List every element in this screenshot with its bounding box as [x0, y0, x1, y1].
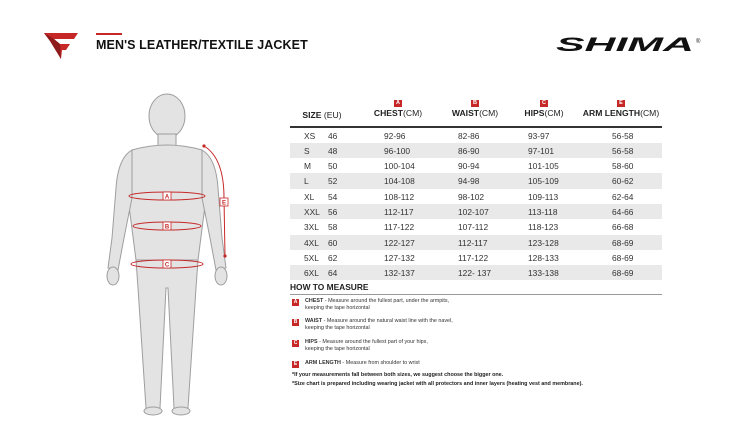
header-size: SIZE (EU) — [302, 110, 342, 120]
header-hips: C HIPS(CM) — [524, 100, 564, 118]
shima-logo-icon — [44, 33, 78, 59]
table-row: XL 54 108-112 98-102 109-113 62-64 — [304, 191, 634, 202]
svg-text:A: A — [164, 194, 170, 201]
header-waist: B WAIST(CM) — [451, 100, 499, 118]
badge-a: A — [394, 100, 402, 107]
svg-text:B: B — [164, 224, 170, 231]
header-arm-length: E ARM LENGTH(CM) — [582, 100, 660, 118]
size-table — [290, 100, 662, 280]
how-to-measure-rule — [290, 294, 662, 295]
table-row: 4XL 60 122-127 112-117 123-128 68-69 — [290, 235, 662, 250]
badge-c: C — [293, 340, 298, 346]
badge-b: B — [293, 319, 298, 325]
header-chest: A CHEST(CM) — [373, 100, 423, 118]
size-table-header — [290, 100, 662, 126]
svg-text:C: C — [164, 262, 170, 269]
table-row: 3XL 58 117-122 107-112 118-123 66-68 — [304, 222, 634, 233]
svg-text:E: E — [221, 200, 227, 207]
badge-e: E — [617, 100, 625, 107]
badge-a: A — [293, 299, 298, 305]
how-to-measure-title: HOW TO MEASURE — [290, 282, 369, 292]
title-accent-rule — [96, 33, 122, 35]
body-measurement-figure — [92, 88, 242, 423]
table-row: XS 46 92-96 82-86 93-97 56-58 — [304, 130, 634, 141]
badge-e: E — [293, 361, 298, 367]
table-row: XXL 56 112-117 102-107 113-118 64-66 — [290, 204, 662, 219]
svg-text:SHIMA: SHIMA — [556, 36, 694, 56]
note-between-sizes: *If your measurements fall between both sizes, we suggest choose the bigger one. — [292, 372, 504, 378]
shima-brand-logo — [556, 36, 706, 56]
table-row: L 52 104-108 94-98 105-109 60-62 — [290, 173, 662, 188]
note-protectors: *Size chart is prepared including wearing jacket with all protectors and inner layers (heating vest and membrane). — [292, 381, 583, 387]
table-row: M 50 100-104 90-94 101-105 58-60 — [304, 161, 634, 172]
badge-c: C — [540, 100, 548, 107]
badge-b: B — [471, 100, 479, 107]
table-row: 5XL 62 127-132 117-122 128-133 68-69 — [304, 252, 634, 263]
table-row: 6XL 64 132-137 122- 137 133-138 68-69 — [290, 265, 662, 280]
svg-text:®: ® — [696, 39, 701, 45]
table-row: S 48 96-100 86-90 97-101 56-58 — [290, 143, 662, 158]
page-title: MEN'S LEATHER/TEXTILE JACKET — [96, 38, 308, 52]
